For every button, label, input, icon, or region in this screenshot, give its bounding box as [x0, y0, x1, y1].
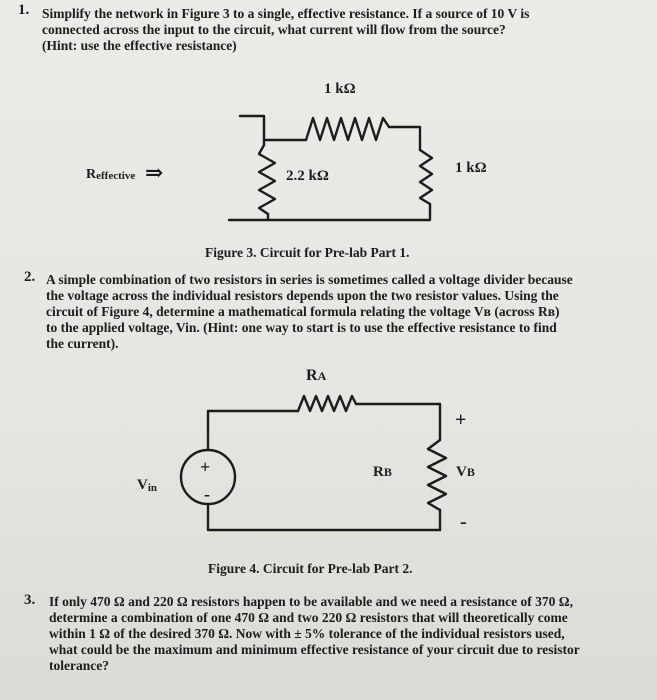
vb-plus-sign: +: [455, 409, 467, 431]
q3-text: [49, 594, 580, 674]
source-plus-sign: +: [200, 457, 211, 477]
ra-label: RA: [306, 367, 327, 384]
q2-line: to the applied voltage, Vin. (Hint: one way to start is to use the effective resistance to find: [46, 320, 557, 335]
fig4-ra-resistor: [298, 396, 356, 411]
r-effective-arrow-icon: ⇒: [145, 160, 164, 185]
figure3-caption: Figure 3. Circuit for Pre-lab Part 1.: [205, 245, 410, 260]
vb-minus-sign: -: [460, 511, 467, 533]
fig3-top-resistor-label: 1 kΩ: [324, 81, 356, 97]
vb-label: VB: [456, 464, 475, 480]
q1-line: Simplify the network in Figure 3 to a single, effective resistance. If a source of 10 V is: [42, 6, 530, 21]
rb-label: RB: [373, 464, 392, 480]
vin-label: Vin: [137, 477, 158, 494]
q3-line: If only 470 Ω and 220 Ω resistors happen to be available and we need a resistance of 370 Ω,: [49, 594, 573, 609]
q2-line: the current).: [46, 336, 119, 351]
fig4-source-bottom-wire: [208, 504, 440, 530]
q1-line: (Hint: use the effective resistance): [42, 38, 237, 53]
q2-line: the voltage across the individual resistors depends upon the two resistor values. Using the: [46, 288, 559, 303]
fig3-right-resistor-label: 1 kΩ: [455, 160, 487, 176]
fig3-mid-resistor-label: 2.2 kΩ: [286, 168, 329, 184]
source-minus-sign: -: [204, 484, 210, 504]
q2-line: circuit of Figure 4, determine a mathematical formula relating the voltage Vʙ (across Rʙ): [46, 304, 560, 319]
q3-line: tolerance?: [49, 658, 109, 673]
q3-line: within 1 Ω of the desired 370 Ω. Now with ± 5% tolerance of the individual resistors used,: [49, 626, 565, 641]
q1-line: connected across the input to the circuit, what current will flow from the source?: [42, 22, 506, 37]
fig4-top-wire-left: [208, 411, 298, 428]
q1-number: 1.: [18, 2, 30, 18]
r-effective-label: Reffective: [86, 167, 136, 182]
q3-line: what could be the maximum and minimum effective resistance of your circuit due to resistor: [49, 642, 580, 657]
q3-line: determine a combination of one 470 Ω and two 220 Ω resistors that will theoretically come: [49, 610, 568, 625]
q3-number: 3.: [24, 592, 36, 608]
q2-number: 2.: [24, 269, 36, 285]
figure4-caption: Figure 4. Circuit for Pre-lab Part 2.: [208, 561, 413, 576]
fig4-top-wire-right: [356, 404, 440, 440]
fig4-rb-resistor: [428, 440, 446, 510]
q2-line: A simple combination of two resistors in series is sometimes called a voltage divider because: [46, 272, 573, 287]
